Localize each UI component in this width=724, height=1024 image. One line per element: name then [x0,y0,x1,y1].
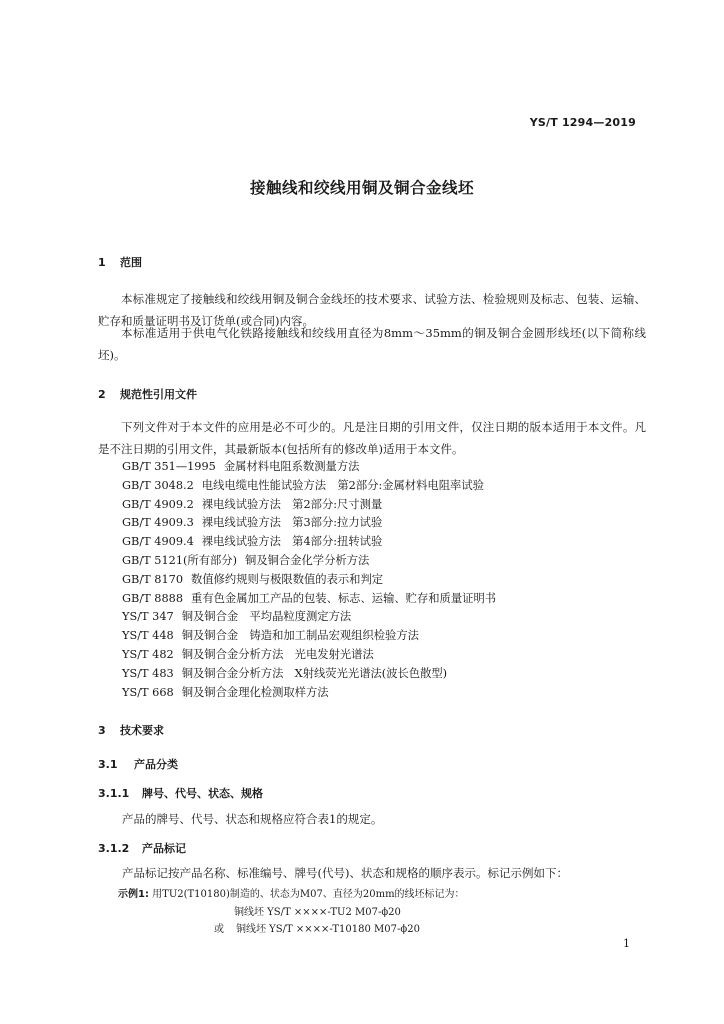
section-number: 2 [98,388,106,401]
reference-code: YS/T 448 [122,629,174,643]
subsection-3-1-2-heading [98,840,186,856]
reference-title: 裸电线试验方法 第4部分:扭转试验 [201,535,383,549]
document-title: 接触线和绞线用铜及铜合金线坯 [249,179,474,197]
reference-title: 裸电线试验方法 第3部分:拉力试验 [201,516,383,530]
subsection-number: 3.1.2 [98,842,130,855]
reference-item [122,608,496,627]
reference-code: GB/T 4909.4 [122,535,194,549]
normative-references-list [122,458,496,702]
section-number: 1 [98,256,106,269]
references-intro-paragraph: 下列文件对于本文件的应用是必不可少的。凡是注日期的引用文件，仅注日期的版本适用于本文件。凡是不注日期的引用文件，其最新版本(包括所有的修改单)适用于本文件。 [98,420,646,456]
classification-paragraph: 产品的牌号、代号、状态和规格应符合表1的规定。 [122,812,383,826]
reference-title: 数值修约规则与极限数值的表示和判定 [191,572,384,586]
subsection-number: 3.1 [98,758,118,771]
reference-item [122,533,496,552]
marking-example-1: 铜线坯 YS/T ××××-TU2 M07-ϕ20 [234,907,401,918]
reference-title: 铜及铜合金理化检测取样方法 [181,685,329,699]
example-line [118,885,465,900]
reference-code: YS/T 347 [122,610,174,624]
reference-item [122,477,496,496]
reference-item [122,665,496,684]
reference-title: 铜及铜合金分析方法 X射线荧光光谱法(波长色散型) [181,666,448,680]
reference-code: YS/T 483 [122,666,174,680]
reference-code: GB/T 8888 [122,591,184,605]
subsection-title: 产品分类 [134,758,178,771]
reference-code: GB/T 3048.2 [122,478,194,492]
section-title: 范围 [120,256,142,269]
section-2-heading [98,386,197,402]
reference-code: GB/T 4909.2 [122,497,194,511]
reference-title: 铜及铜合金 平均晶粒度测定方法 [181,610,352,624]
reference-title: 重有色金属加工产品的包装、标志、运输、贮存和质量证明书 [191,591,497,605]
reference-code: GB/T 4909.3 [122,516,194,530]
scope-paragraph-2: 本标准适用于供电气化铁路接触线和绞线用直径为8mm～35mm的铜及铜合金圆形线坯(以下简称线坯)。 [98,326,646,362]
reference-title: 铜及铜合金 铸造和加工制品宏观组织检验方法 [181,629,419,643]
reference-title: 电线电缆电性能试验方法 第2部分:金属材料电阻率试验 [201,478,484,492]
marking-paragraph: 产品标记按产品名称、标准编号、牌号(代号)、状态和规格的顺序表示。标记示例如下： [122,866,568,880]
reference-item [122,684,496,703]
marking-example-2-text: 铜线坯 YS/T ××××-T10180 M07-ϕ20 [236,924,420,935]
reference-item [122,627,496,646]
reference-item [122,458,496,477]
reference-code: YS/T 668 [122,685,174,699]
example-label: 示例1: [118,889,149,900]
subsection-title: 牌号、代号、状态、规格 [142,787,263,800]
page-number: 1 [623,937,630,950]
or-label: 或 [214,924,224,935]
reference-code: GB/T 8170 [122,572,184,586]
reference-title: 裸电线试验方法 第2部分:尺寸测量 [201,497,383,511]
subsection-number: 3.1.1 [98,787,130,800]
section-number: 3 [98,724,106,737]
reference-item [122,571,496,590]
reference-title: 铜及铜合金分析方法 光电发射光谱法 [181,647,374,661]
section-title: 规范性引用文件 [120,388,197,401]
reference-code: YS/T 482 [122,647,174,661]
reference-title: 金属材料电阻系数测量方法 [223,460,360,473]
reference-item [122,514,496,533]
reference-item [122,646,496,665]
subsection-title: 产品标记 [142,842,186,855]
section-title: 技术要求 [120,724,164,737]
example-text: 用TU2(T10180)制造的、状态为M07、直径为20mm的线坯标记为： [152,889,465,900]
reference-item [122,496,496,515]
marking-example-2 [214,920,420,935]
section-1-heading [98,254,142,270]
section-3-heading [98,722,164,738]
reference-title: 铜及铜合金化学分析方法 [245,553,370,567]
reference-code: GB/T 351—1995 [122,460,216,473]
reference-item [122,590,496,609]
standard-code: YS/T 1294—2019 [529,116,636,129]
scope-paragraph-1: 本标准规定了接触线和绞线用铜及铜合金线坯的技术要求、试验方法、检验规则及标志、包装、运输、贮存和质量证明书及订货单(或合同)内容。 [98,292,646,328]
reference-item [122,552,496,571]
subsection-3-1-heading [98,756,178,772]
subsection-3-1-1-heading [98,785,263,801]
reference-code: GB/T 5121(所有部分) [122,553,238,567]
